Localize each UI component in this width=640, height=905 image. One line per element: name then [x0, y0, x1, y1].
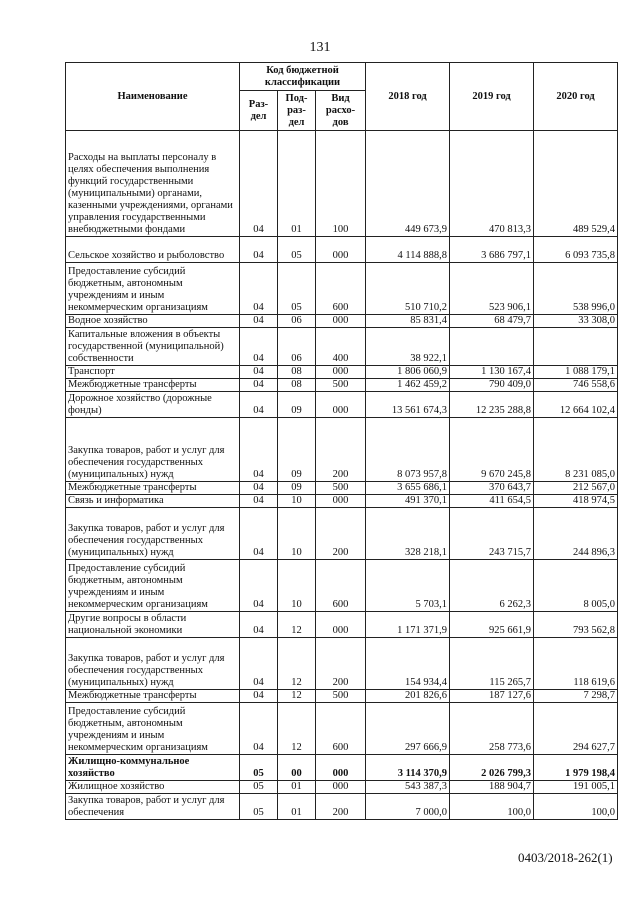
- table-row: [66, 781, 618, 794]
- header-podrazdel: Под-раз-дел: [278, 91, 316, 131]
- row-name: Закупка товаров, работ и услуг для обеспечения государственных (муниципальных) нужд: [66, 638, 240, 690]
- row-razdel: 04: [240, 638, 278, 690]
- row-vid: 600: [316, 263, 366, 315]
- table-row: [66, 366, 618, 379]
- row-value-2019: 1 130 167,4: [450, 366, 534, 379]
- row-value-2019: 12 235 288,8: [450, 392, 534, 418]
- row-name: Закупка товаров, работ и услуг для обеспечения: [66, 794, 240, 820]
- header-vid: Вид расхо-дов: [316, 91, 366, 131]
- row-podrazdel: 06: [278, 328, 316, 366]
- row-value-2019: 925 661,9: [450, 612, 534, 638]
- row-value-2018: 201 826,6: [366, 690, 450, 703]
- row-razdel: 04: [240, 392, 278, 418]
- row-podrazdel: 01: [278, 781, 316, 794]
- row-value-2020: 294 627,7: [534, 703, 618, 755]
- row-value-2020: 12 664 102,4: [534, 392, 618, 418]
- table-row: [66, 638, 618, 690]
- row-value-2018: 4 114 888,8: [366, 237, 450, 263]
- row-podrazdel: 12: [278, 690, 316, 703]
- row-podrazdel: 09: [278, 418, 316, 482]
- row-value-2020: 118 619,6: [534, 638, 618, 690]
- row-value-2020: 212 567,0: [534, 482, 618, 495]
- table-row: [66, 392, 618, 418]
- row-value-2020: 191 005,1: [534, 781, 618, 794]
- row-value-2019: 6 262,3: [450, 560, 534, 612]
- row-value-2019: 243 715,7: [450, 508, 534, 560]
- row-value-2019: 470 813,3: [450, 131, 534, 237]
- budget-table: [65, 62, 618, 820]
- row-name: Сельское хозяйство и рыболовство: [66, 237, 240, 263]
- row-value-2018: 3 655 686,1: [366, 482, 450, 495]
- row-razdel: 04: [240, 508, 278, 560]
- row-value-2019: 188 904,7: [450, 781, 534, 794]
- row-value-2018: 543 387,3: [366, 781, 450, 794]
- row-name: Предоставление субсидий бюджетным, автономным учреждениям и иным некоммерческим организациям: [66, 263, 240, 315]
- row-podrazdel: 09: [278, 482, 316, 495]
- table-row: [66, 612, 618, 638]
- row-value-2020: 244 896,3: [534, 508, 618, 560]
- row-value-2018: 1 462 459,2: [366, 379, 450, 392]
- row-razdel: 04: [240, 131, 278, 237]
- row-value-2020: 418 974,5: [534, 495, 618, 508]
- row-value-2019: 68 479,7: [450, 315, 534, 328]
- table-row: [66, 755, 618, 781]
- table-row: [66, 131, 618, 237]
- row-podrazdel: 10: [278, 560, 316, 612]
- row-value-2018: 491 370,1: [366, 495, 450, 508]
- row-vid: 500: [316, 379, 366, 392]
- header-2020: 2020 год: [534, 63, 618, 131]
- row-podrazdel: 10: [278, 495, 316, 508]
- row-podrazdel: 05: [278, 263, 316, 315]
- header-name: Наименование: [66, 63, 240, 131]
- row-vid: 500: [316, 482, 366, 495]
- row-name: Другие вопросы в области национальной экономики: [66, 612, 240, 638]
- row-vid: 500: [316, 690, 366, 703]
- row-value-2018: 13 561 674,3: [366, 392, 450, 418]
- row-vid: 000: [316, 781, 366, 794]
- row-value-2018: 38 922,1: [366, 328, 450, 366]
- row-podrazdel: 10: [278, 508, 316, 560]
- table-row: [66, 237, 618, 263]
- row-name: Закупка товаров, работ и услуг для обеспечения государственных (муниципальных) нужд: [66, 418, 240, 482]
- row-vid: 200: [316, 418, 366, 482]
- page-number: 131: [309, 40, 331, 55]
- row-podrazdel: 12: [278, 612, 316, 638]
- row-name: Межбюджетные трансферты: [66, 482, 240, 495]
- row-name: Предоставление субсидий бюджетным, автономным учреждениям и иным некоммерческим организациям: [66, 560, 240, 612]
- row-razdel: 04: [240, 703, 278, 755]
- document-code: 0403/2018-262(1): [518, 850, 613, 865]
- row-razdel: 04: [240, 690, 278, 703]
- row-value-2020: 793 562,8: [534, 612, 618, 638]
- row-value-2020: 7 298,7: [534, 690, 618, 703]
- row-value-2018: 7 000,0: [366, 794, 450, 820]
- row-podrazdel: 08: [278, 366, 316, 379]
- row-value-2019: 790 409,0: [450, 379, 534, 392]
- row-vid: 000: [316, 495, 366, 508]
- row-podrazdel: 09: [278, 392, 316, 418]
- header-code-group: Код бюджетной классификации: [240, 63, 366, 91]
- table-row: [66, 315, 618, 328]
- row-value-2018: 1 806 060,9: [366, 366, 450, 379]
- row-vid: 000: [316, 366, 366, 379]
- row-name: Межбюджетные трансферты: [66, 690, 240, 703]
- table-row: [66, 690, 618, 703]
- table-row: [66, 794, 618, 820]
- table-row: [66, 560, 618, 612]
- row-value-2020: [534, 328, 618, 366]
- row-value-2018: 3 114 370,9: [366, 755, 450, 781]
- row-value-2018: 85 831,4: [366, 315, 450, 328]
- row-vid: 200: [316, 508, 366, 560]
- row-vid: 000: [316, 612, 366, 638]
- row-value-2018: 8 073 957,8: [366, 418, 450, 482]
- table-body: [66, 131, 618, 820]
- header-2019: 2019 год: [450, 63, 534, 131]
- row-value-2020: 1 088 179,1: [534, 366, 618, 379]
- row-name: Связь и информатика: [66, 495, 240, 508]
- row-value-2018: 297 666,9: [366, 703, 450, 755]
- row-vid: 600: [316, 560, 366, 612]
- row-name: Дорожное хозяйство (дорожные фонды): [66, 392, 240, 418]
- row-value-2020: 746 558,6: [534, 379, 618, 392]
- row-vid: 100: [316, 131, 366, 237]
- row-razdel: 04: [240, 263, 278, 315]
- row-value-2018: 510 710,2: [366, 263, 450, 315]
- row-name: Межбюджетные трансферты: [66, 379, 240, 392]
- row-podrazdel: 12: [278, 703, 316, 755]
- row-podrazdel: 05: [278, 237, 316, 263]
- row-vid: 400: [316, 328, 366, 366]
- row-value-2019: 115 265,7: [450, 638, 534, 690]
- row-name: Расходы на выплаты персоналу в целях обеспечения выполнения функций государственными (муниципальными) органами, казенными учреждениями, органами управления государственными внебюджетными фондами: [66, 131, 240, 237]
- row-razdel: 05: [240, 781, 278, 794]
- row-value-2018: 1 171 371,9: [366, 612, 450, 638]
- row-value-2019: 523 906,1: [450, 263, 534, 315]
- row-podrazdel: 00: [278, 755, 316, 781]
- row-vid: 000: [316, 237, 366, 263]
- row-name: Жилищное хозяйство: [66, 781, 240, 794]
- row-value-2019: 370 643,7: [450, 482, 534, 495]
- table-row: [66, 379, 618, 392]
- row-value-2018: 5 703,1: [366, 560, 450, 612]
- row-razdel: 04: [240, 418, 278, 482]
- row-razdel: 04: [240, 560, 278, 612]
- table-row: [66, 263, 618, 315]
- table-row: [66, 495, 618, 508]
- row-razdel: 04: [240, 315, 278, 328]
- row-value-2020: 538 996,0: [534, 263, 618, 315]
- row-value-2019: 187 127,6: [450, 690, 534, 703]
- row-podrazdel: 12: [278, 638, 316, 690]
- row-razdel: 04: [240, 495, 278, 508]
- table-row: [66, 703, 618, 755]
- row-value-2019: 100,0: [450, 794, 534, 820]
- row-podrazdel: 08: [278, 379, 316, 392]
- row-value-2019: 2 026 799,3: [450, 755, 534, 781]
- table-row: [66, 328, 618, 366]
- row-value-2019: [450, 328, 534, 366]
- row-name: Водное хозяйство: [66, 315, 240, 328]
- row-value-2020: 100,0: [534, 794, 618, 820]
- row-name: Предоставление субсидий бюджетным, автономным учреждениям и иным некоммерческим организациям: [66, 703, 240, 755]
- row-value-2020: 8 005,0: [534, 560, 618, 612]
- row-value-2019: 9 670 245,8: [450, 418, 534, 482]
- row-name: Закупка товаров, работ и услуг для обеспечения государственных (муниципальных) нужд: [66, 508, 240, 560]
- row-value-2020: 6 093 735,8: [534, 237, 618, 263]
- table-row: [66, 482, 618, 495]
- table-row: [66, 418, 618, 482]
- row-name: Капитальные вложения в объекты государственной (муниципальной) собственности: [66, 328, 240, 366]
- row-name: Транспорт: [66, 366, 240, 379]
- row-razdel: 04: [240, 328, 278, 366]
- row-razdel: 04: [240, 612, 278, 638]
- row-vid: 000: [316, 755, 366, 781]
- row-podrazdel: 06: [278, 315, 316, 328]
- row-razdel: 04: [240, 237, 278, 263]
- row-value-2020: 8 231 085,0: [534, 418, 618, 482]
- row-vid: 200: [316, 638, 366, 690]
- row-value-2020: 33 308,0: [534, 315, 618, 328]
- row-podrazdel: 01: [278, 794, 316, 820]
- row-podrazdel: 01: [278, 131, 316, 237]
- row-vid: 000: [316, 315, 366, 328]
- row-value-2018: 449 673,9: [366, 131, 450, 237]
- row-value-2018: 328 218,1: [366, 508, 450, 560]
- row-razdel: 04: [240, 482, 278, 495]
- row-value-2019: 411 654,5: [450, 495, 534, 508]
- row-vid: 200: [316, 794, 366, 820]
- row-value-2018: 154 934,4: [366, 638, 450, 690]
- table-row: [66, 508, 618, 560]
- header-razdel: Раз-дел: [240, 91, 278, 131]
- row-value-2020: 489 529,4: [534, 131, 618, 237]
- row-name: Жилищно-коммунальное хозяйство: [66, 755, 240, 781]
- row-value-2020: 1 979 198,4: [534, 755, 618, 781]
- row-razdel: 04: [240, 366, 278, 379]
- row-razdel: 05: [240, 755, 278, 781]
- row-value-2019: 258 773,6: [450, 703, 534, 755]
- row-razdel: 05: [240, 794, 278, 820]
- row-vid: 000: [316, 392, 366, 418]
- row-razdel: 04: [240, 379, 278, 392]
- row-value-2019: 3 686 797,1: [450, 237, 534, 263]
- header-2018: 2018 год: [366, 63, 450, 131]
- row-vid: 600: [316, 703, 366, 755]
